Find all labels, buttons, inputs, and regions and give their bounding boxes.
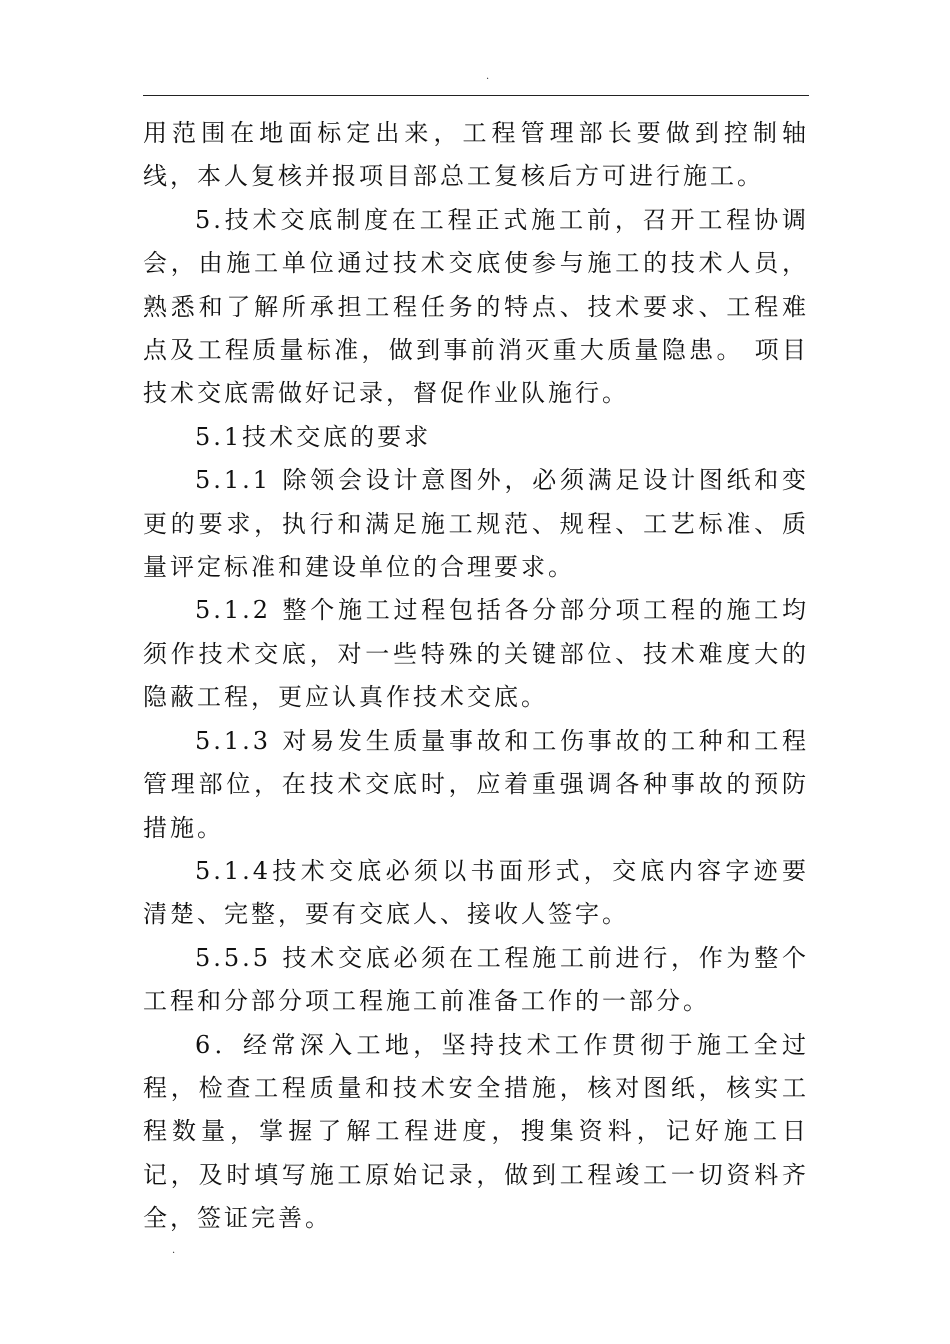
paragraph-2: 5.技术交底制度在工程正式施工前，召开工程协调会，由施工单位通过技术交底使参与施工的技术人员，熟悉和了解所承担工程任务的特点、技术要求、工程难点及工程质量标准，做到事前消灭重大质量隐患。 项目技术交底需做好记录，督促作业队施行。	[143, 205, 809, 408]
document-body	[143, 112, 809, 1241]
header-rule	[143, 95, 809, 96]
header-mark: .	[486, 71, 490, 82]
paragraph-4: 5.1.1 除领会设计意图外，必须满足设计图纸和变更的要求，执行和满足施工规范、规程、工艺标准、质量评定标准和建设单位的合理要求。	[143, 466, 809, 582]
paragraph-5: 5.1.2 整个施工过程包括各分部分项工程的施工均须作技术交底，对一些特殊的关键部位、技术难度大的隐蔽工程，更应认真作技术交底。	[143, 596, 809, 712]
footer-mark: .	[172, 1245, 176, 1256]
paragraph-8: 5.5.5 技术交底必须在工程施工前进行，作为整个工程和分部分项工程施工前准备工作的一部分。	[143, 943, 809, 1016]
paragraph-6: 5.1.3 对易发生质量事故和工伤事故的工种和工程管理部位，在技术交底时，应着重强调各种事故的预防措施。	[143, 726, 809, 842]
paragraph-1: 用范围在地面标定出来，工程管理部长要做到控制轴线，本人复核并报项目部总工复核后方可进行施工。	[143, 119, 809, 191]
paragraph-7: 5.1.4技术交底必须以书面形式，交底内容字迹要清楚、完整，要有交底人、接收人签字。	[143, 856, 809, 929]
paragraph-9: 6．经常深入工地，坚持技术工作贯彻于施工全过程，检查工程质量和技术安全措施，核对图纸，核实工程数量，掌握了解工程进度，搜集资料，记好施工日记，及时填写施工原始记录，做到工程竣工一切资料齐全，签证完善。	[143, 1030, 809, 1233]
paragraph-3: 5.1技术交底的要求	[195, 422, 432, 451]
